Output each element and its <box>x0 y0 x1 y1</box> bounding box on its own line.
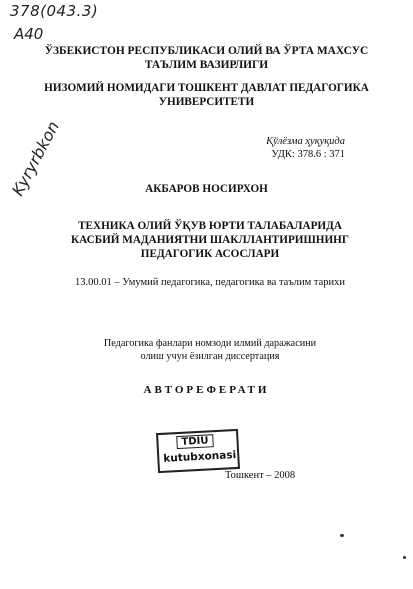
stamp-line-2: kutubxonasi <box>163 449 237 465</box>
university-line-2: УНИВЕРСИТЕТИ <box>158 96 255 108</box>
document-type: АВТОРЕФЕРАТИ <box>143 384 270 396</box>
city-year: Тошкент – 2008 <box>225 470 296 481</box>
degree-line-2: олиш учун ёзилган диссертация <box>140 351 280 362</box>
manuscript-rights-note: Қўлёзма ҳуқуқида <box>266 136 345 147</box>
scan-speck <box>340 534 344 537</box>
ministry-heading <box>0 44 413 72</box>
university-line-1: НИЗОМИЙ НОМИДАГИ ТОШКЕНТ ДАВЛАТ ПЕДАГОГИКА <box>44 82 369 94</box>
dissertation-title <box>50 219 370 261</box>
degree-line-1: Педагогика фанлари номзоди илмий даражасини <box>103 338 317 349</box>
specialty-code: 13.00.01 – Умумий педагогика, педагогика ва таълим тарихи <box>75 277 345 288</box>
title-line-3: ПЕДАГОГИК АСОСЛАРИ <box>140 248 280 260</box>
handwritten-shelf-mark: 378(043.3) <box>10 2 99 20</box>
udk-code: УДК: 378.6 : 371 <box>271 149 345 160</box>
stamp-line-1: TDIU <box>176 434 214 449</box>
handwritten-signature: Kyryrbkon <box>8 118 64 199</box>
ministry-line-2: ТАЪЛИМ ВАЗИРЛИГИ <box>144 59 269 71</box>
title-line-2: КАСБИЙ МАДАНИЯТНИ ШАКЛЛАНТИРИШНИНГ <box>70 234 349 246</box>
library-stamp <box>156 429 240 473</box>
university-heading <box>0 81 413 109</box>
degree-statement <box>50 337 370 363</box>
handwritten-shelf-mark-2: A40 <box>14 25 44 43</box>
scan-speck <box>403 556 406 559</box>
ministry-line-1: ЎЗБЕКИСТОН РЕСПУБЛИКАСИ ОЛИЙ ВА ЎРТА МАХСУС <box>44 45 369 57</box>
title-line-1: ТЕХНИКА ОЛИЙ ЎҚУВ ЮРТИ ТАЛАБАЛАРИДА <box>78 220 342 232</box>
author-name: АКБАРОВ НОСИРХОН <box>145 183 268 195</box>
